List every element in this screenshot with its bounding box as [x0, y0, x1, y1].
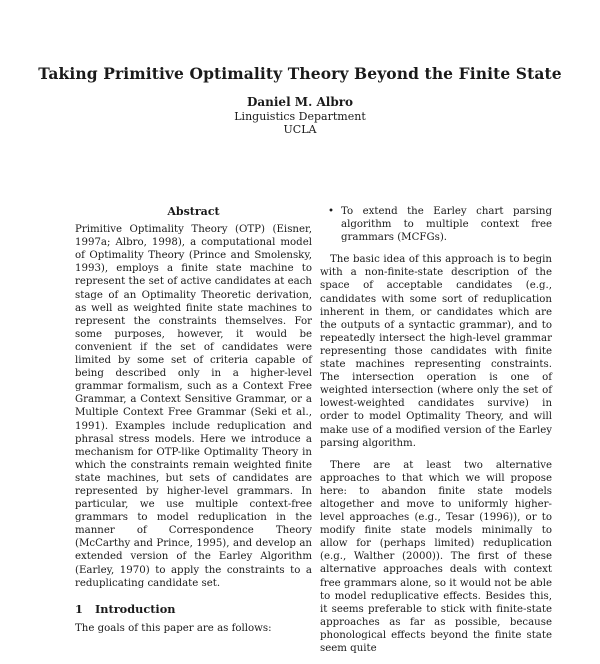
body-paragraph: There are at least two alternative approaches to that which we will propose here: to abandon finite state models altogether and move to uniformly higher-level approaches (e.g., Tesar (1996)), or to modify finite state models minimally to allow for (perhaps limited) reduplication (e.g., Walther (2000)). The first of these alternative approaches deals with context free grammars alone, so it would not be able to model reduplicative effects. Besides this, it seems preferable to stick with finite-state approaches as far as possible, because phonological effects beyond the finite state seem quite [320, 459, 552, 654]
section-title: Introduction [95, 601, 176, 616]
abstract-text: Primitive Optimality Theory (OTP) (Eisner, 1997a; Albro, 1998), a computational model of Optimality Theory (Prince and Smolensky, 1993), employs a finite state machine to represent the set of active candidates at each stage of an Optimality Theoretic derivation, as well as weighted finite state machines to represent the constraints themselves. For some purposes, however, it would be convenient if the set of candidates were limited by some set of criteria capable of being described only in a higher-level grammar formalism, such as a Context Free Grammar, a Context Sensitive Grammar, or a Multiple Context Free Grammar (Seki et al., 1991). Examples include reduplication and phrasal stress models. Here we introduce a mechanism for OTP-like Optimality Theory in which the constraints remain weighted finite state machines, but sets of candidates are represented by higher-level grammars. In particular, we use multiple context-free grammars to model reduplication in the manner of Correspondence Theory (McCarthy and Prince, 1995), and develop an extended version of the Earley Algorithm (Earley, 1970) to apply the constraints to a reduplicating candidate set. [75, 224, 312, 589]
introduction-first-line: The goals of this paper are as follows: [75, 622, 272, 634]
body-paragraph: The basic idea of this approach is to begin with a non-finite-state description of the space of acceptable candidates (e.g., candidates with some sort of reduplication inherent in them, or candidates which are the outputs of a syntactic grammar), and to repeatedly intersect the high-level grammar representing those candidates with finite state machines representing constraints. The intersection operation is one of weighted intersection (where only the set of lowest-weighted candidates survive) in order to model Optimality Theory, and will make use of a modified version of the Earley parsing algorithm. [320, 254, 552, 449]
bullet-mark: • [328, 206, 335, 217]
right-column [320, 205, 552, 664]
author-department: Linguistics Department [234, 110, 366, 123]
left-column [75, 205, 312, 635]
author-institution: UCLA [283, 123, 317, 136]
bullet-item [320, 205, 552, 244]
bullet-text: To extend the Earley chart parsing algorithm to multiple context free grammars (MCFGs). [341, 206, 552, 244]
author-name: Daniel M. Albro [246, 95, 354, 109]
section-number: 1 [75, 601, 83, 616]
introduction-heading [75, 603, 312, 616]
abstract-heading: Abstract [167, 205, 220, 218]
paper-title: Taking Primitive Optimality Theory Beyond the Finite State [38, 64, 562, 83]
